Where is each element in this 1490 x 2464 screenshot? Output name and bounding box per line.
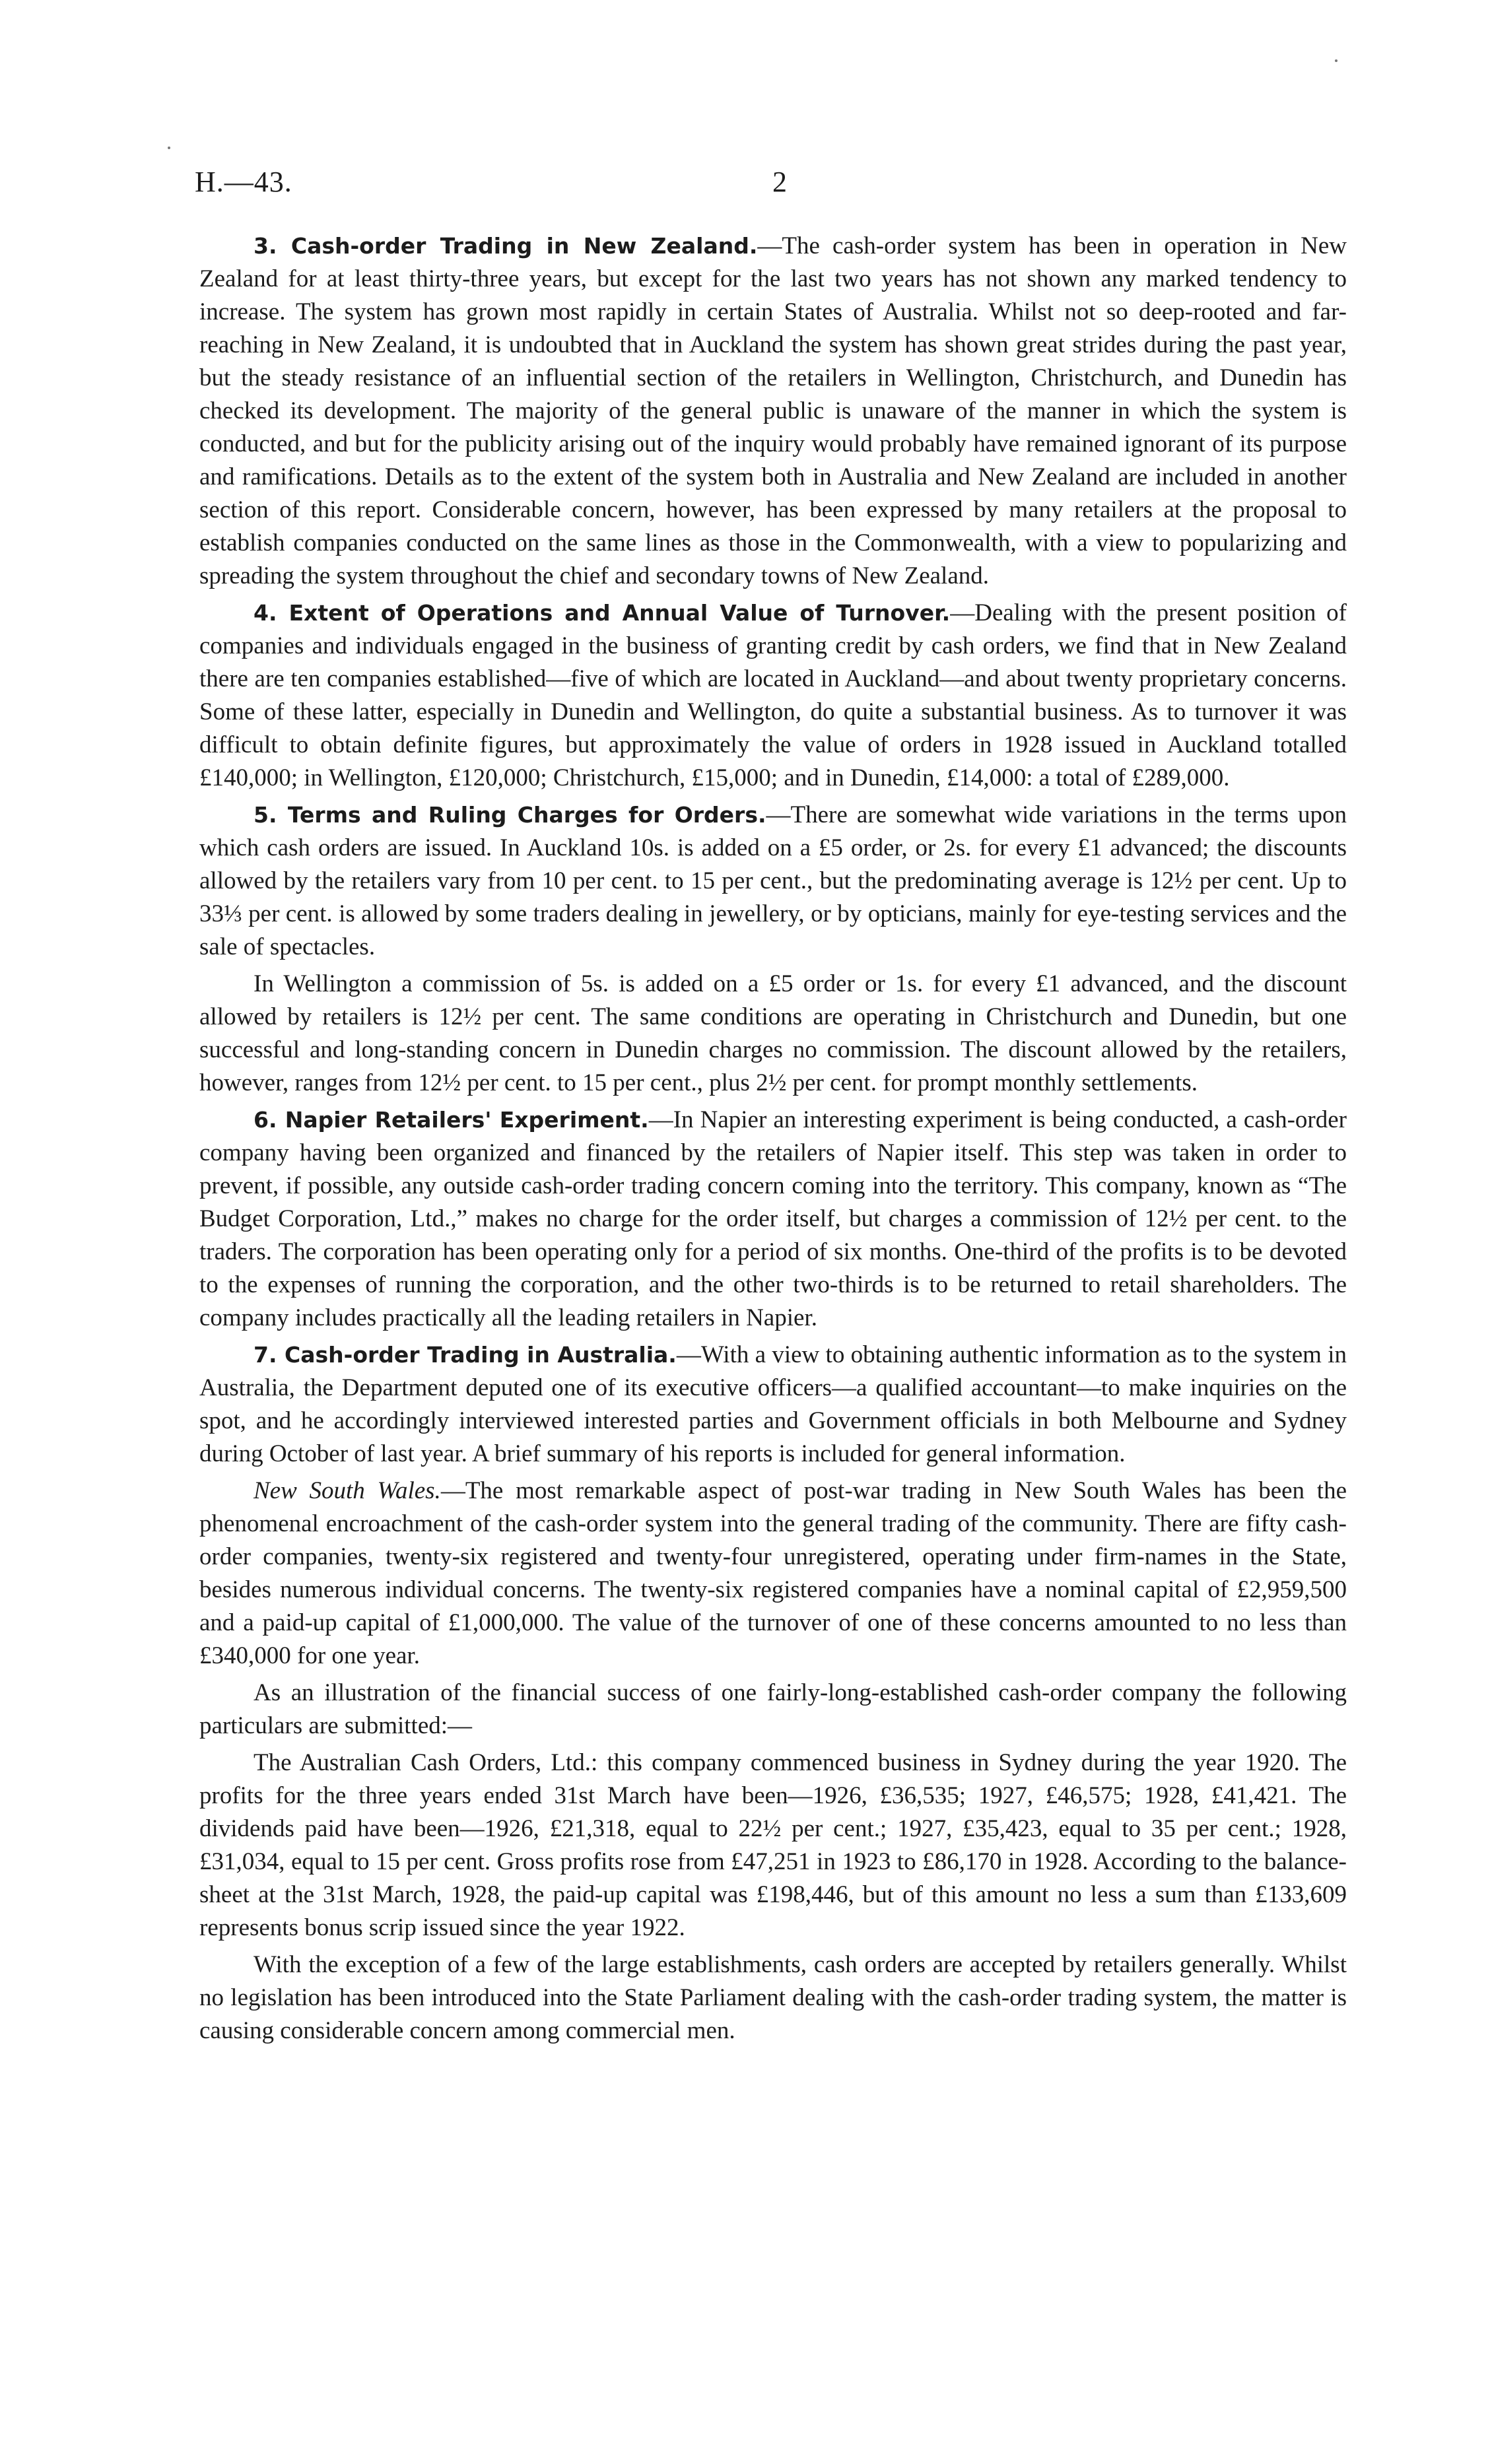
paragraph-text: —Dealing with the present position of companies and individuals engaged in the business of granting credit by cash orders, we find that in New Zealand there are ten companies established—five of which are located in Auckland—and about twenty proprietary concerns. Some of these latter, especially in Dunedin and Wellington, do quite a substantial business. As to turnover it was difficult to obtain definite figures, but approximately the value of orders in 1928 issued in Auckland totalled £140,000; in Wellington, £120,000; Christchurch, £15,000; and in Dunedin, £14,000: a total of £289,000. bbox=[199, 599, 1347, 791]
section-heading: 5. Terms and Ruling Charges for Orders. bbox=[254, 802, 766, 828]
paragraph-section-4 bbox=[199, 597, 1347, 795]
paragraph-section-6 bbox=[199, 1104, 1347, 1335]
document-reference: H.—43. bbox=[195, 166, 292, 198]
paragraph-text: —The most remarkable aspect of post-war trading in New South Wales has been the phenomenal encroachment of the cash-order system into the general trading of the community. There are fifty cash-order companies, twenty-six registered and twenty-four unregistered, operating under firm-names in the State, besides numerous individual concerns. The twenty-six registered companies have a nominal capital of £2,959,500 and a paid-up capital of £1,000,000. The value of the turnover of one of these concerns amounted to no less than £340,000 for one year. bbox=[199, 1477, 1347, 1669]
scan-speck bbox=[1335, 59, 1338, 62]
paragraph-new-south-wales bbox=[199, 1475, 1347, 1673]
paragraph-section-5 bbox=[199, 799, 1347, 964]
subsection-heading: New South Wales. bbox=[254, 1477, 441, 1504]
paragraph-section-3 bbox=[199, 230, 1347, 593]
section-heading: 6. Napier Retailers' Experiment. bbox=[254, 1107, 649, 1133]
paragraph-text: With the exception of a few of the large establishments, cash orders are accepted by retailers generally. Whilst no legislation has been introduced into the State Parliament dealing with the cash-order trading system, the matter is causing considerable concern among commercial men. bbox=[199, 1951, 1347, 2044]
paragraph-australian-cash-orders bbox=[199, 1747, 1347, 1945]
paragraph-text: —In Napier an interesting experiment is being conducted, a cash-order company having been organized and financed by the retailers of Napier itself. This step was taken in order to prevent, if possible, any outside cash-order trading concern coming into the territory. This company, known as “The Budget Corporation, Ltd.,” makes no charge for the order itself, but charges a commission of 12½ per cent. to the traders. The corporation has been operating only for a period of six months. One-third of the profits is to be devoted to the expenses of running the corporation, and the other two-thirds is to be returned to retail shareholders. The company includes practically all the leading retailers in Napier. bbox=[199, 1106, 1347, 1331]
paragraph-text: As an illustration of the financial success of one fairly-long-established cash-order company the following particulars are submitted:— bbox=[199, 1679, 1347, 1739]
paragraph-wellington bbox=[199, 968, 1347, 1100]
paragraph-text: —There are somewhat wide variations in the terms upon which cash orders are issued. In Auckland 10s. is added on a £5 order, or 2s. for every £1 advanced; the discounts allowed by the retailers vary from 10 per cent. to 15 per cent., but the predominating average is 12½ per cent. Up to 33⅓ per cent. is allowed by some traders dealing in jewellery, or by opticians, mainly for eye-testing services and the sale of spectacles. bbox=[199, 801, 1347, 960]
paragraph-text: The Australian Cash Orders, Ltd.: this company commenced business in Sydney during the year 1920. The profits for the three years ended 31st March have been—1926, £36,535; 1927, £46,575; 1928, £41,421. The dividends paid have been—1926, £21,318, equal to 22½ per cent.; 1927, £35,423, equal to 35 per cent.; 1928, £31,034, equal to 15 per cent. Gross profits rose from £47,251 in 1923 to £86,170 in 1928. According to the balance-sheet at the 31st March, 1928, the paid-up capital was £198,446, but of this amount no less a sum than £133,609 represents bonus scrip issued since the year 1922. bbox=[199, 1749, 1347, 1941]
page-number: 2 bbox=[772, 166, 787, 198]
paragraph-exception bbox=[199, 1948, 1347, 2048]
section-heading: 7. Cash-order Trading in Australia. bbox=[254, 1342, 677, 1368]
paragraph-text: —With a view to obtaining authentic information as to the system in Australia, the Department deputed one of its executive officers—a qualified accountant—to make inquiries on the spot, and he accordingly interviewed interested parties and Government officials in both Melbourne and Sydney during October of last year. A brief summary of his reports is included for general information. bbox=[199, 1341, 1347, 1467]
scan-speck bbox=[168, 147, 170, 149]
section-heading: 3. Cash-order Trading in New Zealand. bbox=[254, 233, 758, 259]
page-header bbox=[195, 165, 1350, 211]
section-heading: 4. Extent of Operations and Annual Value of Turnover. bbox=[254, 600, 951, 626]
paragraph-text: In Wellington a commission of 5s. is added on a £5 order or 1s. for every £1 advanced, and the discount allowed by retailers is 12½ per cent. The same conditions are operating in Christchurch and Dunedin, but one successful and long-standing concern in Dunedin charges no commission. The discount allowed by the retailers, however, ranges from 12½ per cent. to 15 per cent., plus 2½ per cent. for prompt monthly settlements. bbox=[199, 970, 1347, 1096]
paragraph-text: —The cash-order system has been in operation in New Zealand for at least thirty-three years, but except for the last two years has not shown any marked tendency to increase. The system has grown most rapidly in certain States of Australia. Whilst not so deep-rooted and far-reaching in New Zealand, it is undoubted that in Auckland the system has shown great strides during the past year, but the steady resistance of an influential section of the retailers in Wellington, Christchurch, and Dunedin has checked its development. The majority of the general public is unaware of the manner in which the system is conducted, and but for the publicity arising out of the inquiry would probably have remained ignorant of its purpose and ramifications. Details as to the extent of the system both in Australia and New Zealand are included in another section of this report. Considerable concern, however, has been expressed by many retailers at the proposal to establish companies conducted on the same lines as those in the Commonwealth, with a view to popularizing and spreading the system throughout the chief and secondary towns of New Zealand. bbox=[199, 232, 1347, 589]
paragraph-illustration bbox=[199, 1677, 1347, 1743]
paragraph-section-7 bbox=[199, 1339, 1347, 1471]
document-body bbox=[199, 230, 1347, 2051]
